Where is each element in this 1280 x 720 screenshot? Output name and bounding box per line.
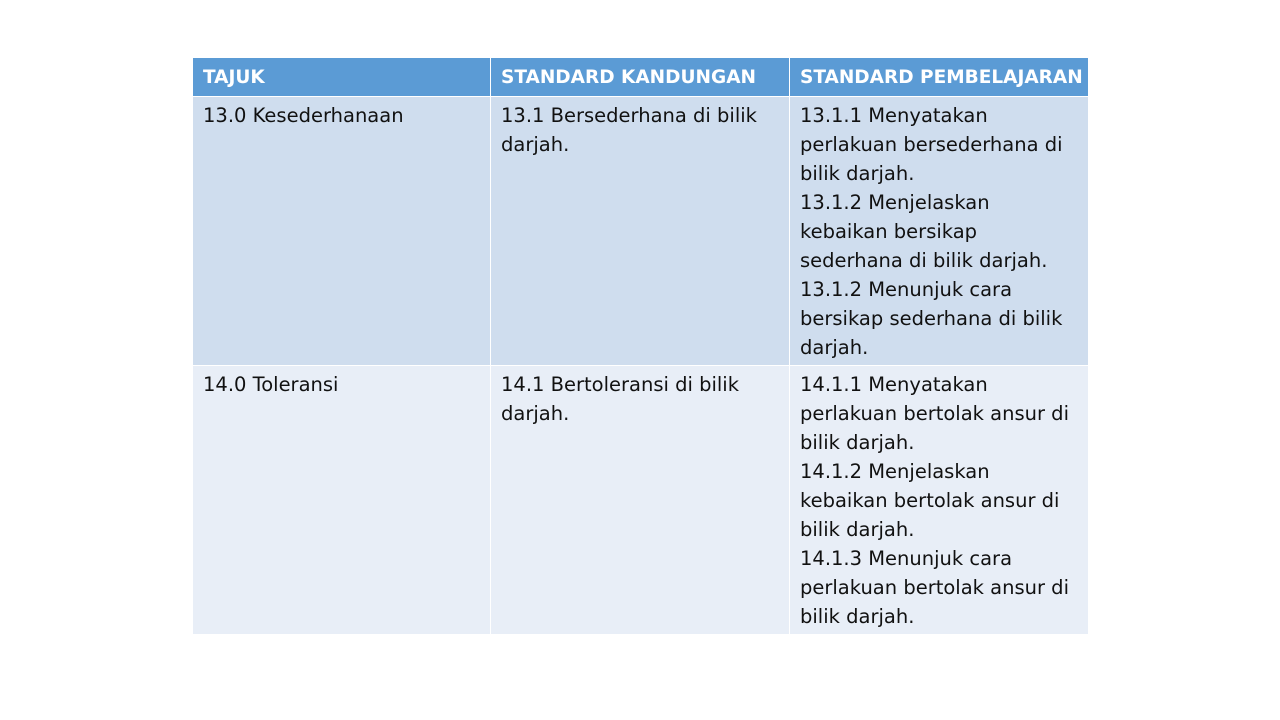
cell-kandungan: 14.1 Bertoleransi di bilik darjah. xyxy=(491,366,790,635)
cell-tajuk: 13.0 Kesederhanaan xyxy=(193,97,491,366)
learning-standard-item: 13.1.1 Menyatakan perlakuan bersederhana di bilik darjah. xyxy=(800,104,1063,185)
cell-tajuk: 14.0 Toleransi xyxy=(193,366,491,635)
learning-standard-item: 14.1.2 Menjelaskan kebaikan bertolak ansur di bilik darjah. xyxy=(800,460,1060,541)
learning-standard-item: 13.1.2 Menjelaskan kebaikan bersikap sederhana di bilik darjah. xyxy=(800,191,1048,272)
learning-standard-item: 13.1.2 Menunjuk cara bersikap sederhana di bilik darjah. xyxy=(800,278,1063,359)
cell-pembelajaran xyxy=(790,97,1089,366)
header-standard-pembelajaran: STANDARD PEMBELAJARAN xyxy=(790,58,1089,97)
standards-table xyxy=(192,57,1089,635)
table-row xyxy=(193,366,1089,635)
learning-standard-item: 14.1.3 Menunjuk cara perlakuan bertolak ansur di bilik darjah. xyxy=(800,547,1069,628)
table-row xyxy=(193,97,1089,366)
cell-kandungan: 13.1 Bersederhana di bilik darjah. xyxy=(491,97,790,366)
header-tajuk: TAJUK xyxy=(193,58,491,97)
cell-pembelajaran xyxy=(790,366,1089,635)
learning-standard-item: 14.1.1 Menyatakan perlakuan bertolak ansur di bilik darjah. xyxy=(800,373,1069,454)
header-row xyxy=(193,58,1089,97)
header-standard-kandungan: STANDARD KANDUNGAN xyxy=(491,58,790,97)
